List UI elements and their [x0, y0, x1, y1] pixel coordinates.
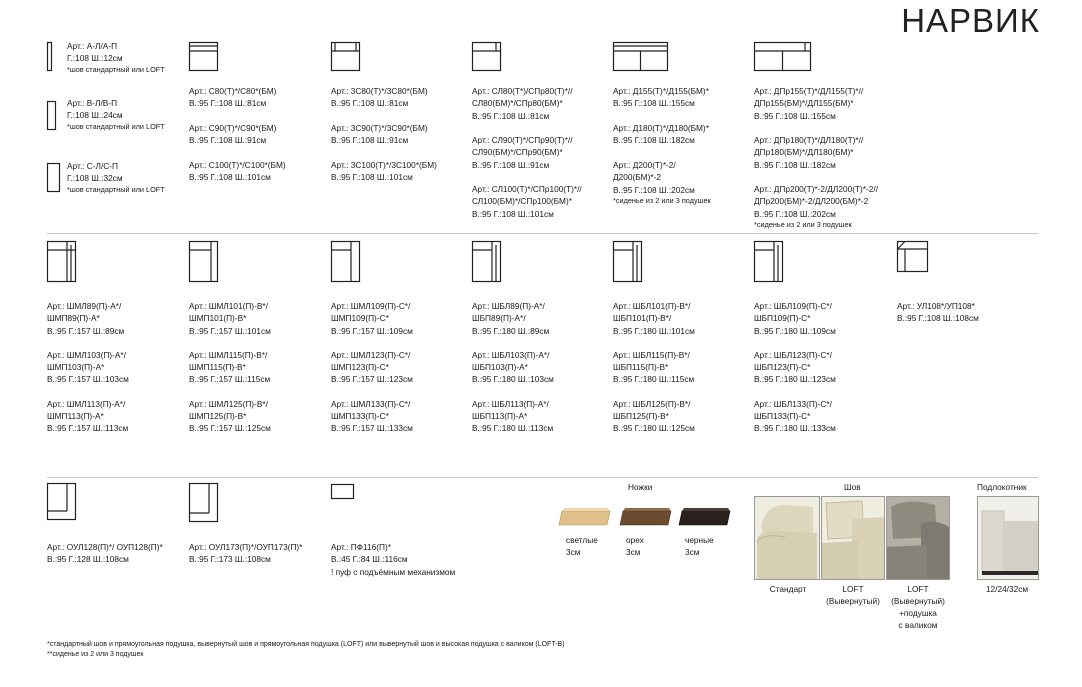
legs-heading: Ножки — [628, 482, 653, 492]
d-spec-3: Арт.: Д200(Т)*-2/ Д200(БМ)*-2 В.:95 Г.:108 Ш.:202см *сиденье из 2 или 3 подушек — [613, 160, 711, 205]
module-c-icon — [189, 42, 219, 72]
seam-standard-caption: Стандарт — [769, 584, 807, 594]
armrest-caption: 12/24/32см — [985, 584, 1029, 594]
pouf-spec: Арт.: ПФ116(П)* В.:45 Г.:84 Ш.:116см ! пуф с подъёмным механизмом — [331, 542, 456, 577]
oul173-spec: Арт.: ОУЛ173(П)*/ОУП173(П)* В.:95 Г.:173 Ш.:108см — [189, 542, 303, 565]
armrest-illustration — [978, 497, 1038, 579]
c-spec-1: Арт.: С80(Т)*/С80*(БМ) В.:95 Г.:108 Ш.:81см — [189, 86, 277, 109]
d-spec-2: Арт.: Д180(Т)*/Д180(БМ)* В.:95 Г.:108 Ш.:182см — [613, 123, 709, 146]
seam-loft-caption: LOFT (Вывернутый) — [826, 584, 880, 606]
3c-spec-2: Арт.: 3С90(Т)*/3С90*(БМ) В.:95 Г.:108 Ш.:91см — [331, 123, 428, 146]
module-3c-icon — [331, 42, 361, 72]
sofa-loft-illustration — [822, 497, 884, 579]
armrest-b-icon — [47, 101, 57, 131]
ml-b-specs: Арт.: ШМЛ101(П)-В*/ ШМП101(П)-В* В.:95 Г.:157 Ш.:101см Арт.: ШМЛ115(П)-В*/ ШМП115(П)-В* В.:95 Г.:157 Ш.:115см Арт.: ШМЛ125(П)-В*/ ШМП125(П)-В* В.:95 Г.:157 Ш.:125см — [189, 301, 271, 434]
oul128-spec: Арт.: ОУЛ128(П)*/ ОУП128(П)* В.:95 Г.:128 Ш.:108см — [47, 542, 163, 565]
dp-spec-2: Арт.: ДПр180(Т)*/ДЛ180(Т)*// ДПр180(БМ)*/ДЛ180(БМ)* В.:95 Г.:108 Ш.:182см — [754, 135, 864, 170]
ottoman-corner-173-icon — [189, 483, 219, 523]
armrest-a-icon — [47, 42, 53, 72]
seam-heading: Шов — [844, 482, 861, 492]
chaise-bl-a-icon — [472, 241, 502, 283]
page-title: НАРВИК — [901, 2, 1040, 39]
footnote-1: *стандартный шов и прямоугольная подушка, вывернутый шов и прямоугольная подушка (LOFT) или вывернутый шов и высокая подушка с валиком (LOFT-B) — [47, 641, 565, 648]
ottoman-corner-128-icon — [47, 483, 77, 521]
dp-spec-3: Арт.: ДПр200(Т)*-2/ДЛ200(Т)*-2// ДПр200(БМ)*-2/ДЛ200(БМ)*-2 В.:95 Г.:108 Ш.:202см *сиденье из 2 или 3 подушек — [754, 184, 879, 229]
c-spec-2: Арт.: С90(Т)*/С90*(БМ) В.:95 Г.:108 Ш.:91см — [189, 123, 277, 146]
divider-1 — [47, 233, 1038, 234]
cl-spec-1: Арт.: СЛ80(Т*)/СПр80(Т)*// СЛ80(БМ)*/СПр80(БМ)* В.:95 Г.:108 Ш.:81см — [472, 86, 573, 121]
module-dp-icon — [754, 42, 812, 72]
sofa-standard-illustration — [755, 497, 819, 579]
sofa-loft-cushion-illustration — [887, 497, 949, 579]
corner-spec: Арт.: УЛ108*/УП108* В.:95 Г.:108 Ш.:108см — [897, 301, 979, 324]
armrest-photo — [977, 496, 1039, 580]
chaise-bl-c-icon — [754, 241, 784, 283]
module-d-icon — [613, 42, 669, 72]
ml-a-specs: Арт.: ШМЛ89(П)-А*/ ШМП89(П)-А* В.:95 Г.:157 Ш.:89см Арт.: ШМЛ103(П)-А*/ ШМП103(П)-А* В.:95 Г.:157 Ш.:103см Арт.: ШМЛ113(П)-А*/ ШМП113(П)-А* В.:95 Г.:157 Ш.:113см — [47, 301, 129, 434]
dp-spec-1: Арт.: ДПр155(Т)*/ДЛ155(Т)*// ДПр155(БМ)*/ДЛ155(БМ)* В.:95 Г.:108 Ш.:155см — [754, 86, 864, 121]
seam-loft-photo — [821, 496, 885, 580]
chaise-bl-b-icon — [613, 241, 643, 283]
chaise-ml-b-icon — [189, 241, 219, 283]
bl-b-specs: Арт.: ШБЛ101(П)-В*/ ШБП101(П)-В*/ В.:95 Г.:180 Ш.:101см Арт.: ШБЛ115(П)-В*/ ШБП115(П)-В* В.:95 Г.:180 Ш.:115см Арт.: ШБЛ125(П)-В*/ ШБП125(П)-В* В.:95 Г.:180 Ш.:125см — [613, 301, 695, 434]
corner-module-icon — [897, 241, 929, 273]
divider-2 — [47, 477, 1038, 478]
module-cl-icon — [472, 42, 502, 72]
cl-spec-2: Арт.: СЛ90(Т)*/СПр90(Т)*// СЛ90(БМ)*/СПр90(БМ)* В.:95 Г.:108 Ш.:91см — [472, 135, 573, 170]
leg-light-swatch — [558, 508, 610, 528]
3c-spec-3: Арт.: 3С100(Т)*/3С100*(БМ) В.:95 Г.:108 Ш.:101см — [331, 160, 437, 183]
armrest-b-spec: Арт.: В-Л/В-П Г.:108 Ш.:24см *шов стандартный или LOFT — [67, 98, 165, 131]
cl-spec-3: Арт.: СЛ100(Т)*/СПр100(Т)*// СЛ100(БМ)*/СПр100(БМ)* В.:95 Г.:108 Ш.:101см — [472, 184, 582, 219]
bl-a-specs: Арт.: ШБЛ89(П)-А*/ ШБП89(П)-А*/ В.:95 Г.:180 Ш.:89см Арт.: ШБЛ103(П)-А*/ ШБП103(П)-А* В.:95 Г.:180 Ш.:103см Арт.: ШБЛ113(П)-А*/ ШБП113(П)-А* В.:95 Г.:180 Ш.:113см — [472, 301, 554, 434]
leg-black-swatch — [678, 508, 730, 528]
seam-loft-cushion-caption: LOFT (Вывернутый) +подушка с валиком — [891, 584, 945, 630]
chaise-ml-c-icon — [331, 241, 361, 283]
pouf-icon — [331, 484, 355, 500]
armrest-c-spec: Арт.: С-Л/С-П Г.:108 Ш.:32см *шов стандартный или LOFT — [67, 161, 165, 194]
armrest-a-spec: Арт.: А-Л/А-П Г.:108 Ш.:12см *шов стандартный или LOFT — [67, 41, 165, 74]
leg-walnut-label: орех 3см — [626, 535, 644, 558]
seam-loft-cushion-photo — [886, 496, 950, 580]
chaise-ml-a-icon — [47, 241, 77, 283]
leg-black-label: черные 3см — [685, 535, 714, 558]
d-spec-1: Арт.: Д155(Т)*/Д155(БМ)* В.:95 Г.:108 Ш.:155см — [613, 86, 709, 109]
armrest-c-icon — [47, 163, 61, 193]
c-spec-3: Арт.: С100(Т)*/С100*(БМ) В.:95 Г.:108 Ш.:101см — [189, 160, 286, 183]
bl-c-specs: Арт.: ШБЛ109(П)-С*/ ШБП109(П)-С* В.:95 Г.:180 Ш.:109см Арт.: ШБЛ123(П)-С*/ ШБП123(П)-С* В.:95 Г.:180 Ш.:123см Арт.: ШБЛ133(П)-С*/ ШБП133(П)-С* В.:95 Г.:180 Ш.:133см — [754, 301, 836, 434]
footnote-2: **сиденье из 2 или 3 подушек — [47, 651, 144, 658]
seam-standard-photo — [754, 496, 820, 580]
armrest-heading: Подлокотник — [977, 482, 1027, 492]
3c-spec-1: Арт.: 3С80(Т)*/3С80*(БМ) В.:95 Г.:108 Ш.:81см — [331, 86, 428, 109]
leg-light-label: светлые 3см — [566, 535, 598, 558]
leg-walnut-swatch — [619, 508, 671, 528]
ml-c-specs: Арт.: ШМЛ109(П)-С*/ ШМП109(П)-С* В.:95 Г.:157 Ш.:109см Арт.: ШМЛ123(П)-С*/ ШМП123(П)-С* В.:95 Г.:157 Ш.:123см Арт.: ШМЛ133(П)-С*/ ШМП133(П)-С* В.:95 Г.:157 Ш.:133см — [331, 301, 413, 434]
